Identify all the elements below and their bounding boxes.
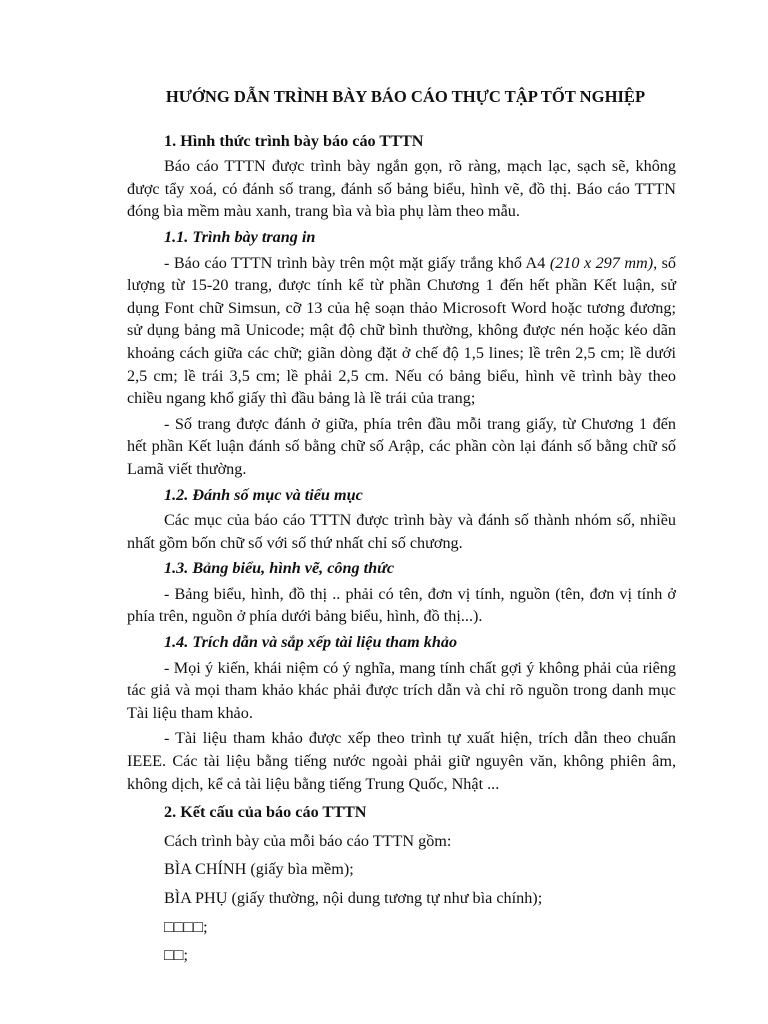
section-1-3-heading: 1.3. Bảng biểu, hình vẽ, công thức — [164, 559, 395, 578]
section-1-1-heading: 1.1. Trình bày trang in — [164, 227, 316, 246]
section-2-heading: 2. Kết cấu của báo cáo TTTN — [164, 803, 367, 822]
section-1-4-heading: 1.4. Trích dẫn và sắp xếp tài liệu tham khảo — [164, 633, 458, 652]
section-2-line: □□; — [164, 946, 189, 965]
section-2-line: BÌA CHÍNH (giấy bìa mềm); — [164, 860, 354, 879]
section-1-intro: Báo cáo TTTN được trình bày ngắn gọn, rõ ràng, mạch lạc, sạch sẽ, không được tẩy xoá, có đánh số trang, đánh số bảng biểu, hình vẽ, đồ thị. Báo cáo TTTN đóng bìa mềm màu xanh, trang bìa và bìa phụ làm theo mẫu. — [127, 157, 676, 221]
section-1-1-paragraph-1 — [127, 252, 676, 410]
section-1-4-paragraph-2: - Tài liệu tham khảo được xếp theo trình tự xuất hiện, trích dẫn theo chuẩn IEEE. Các tài liệu bằng tiếng nước ngoài phải giữ nguyên văn, không phiên âm, không dịch, kể cả tài liệu bằng tiếng Trung Quốc, Nhật ... — [127, 729, 676, 793]
section-1-3-paragraph-1: - Bảng biểu, hình, đồ thị .. phải có tên, đơn vị tính, nguồn (tên, đơn vị tính ở phía trên, nguồn ở phía dưới bảng biểu, hình, đồ thị...). — [127, 584, 676, 626]
section-2-line: BÌA PHỤ (giấy thường, nội dung tương tự như bìa chính); — [164, 889, 543, 907]
section-1-4-paragraph-1: - Mọi ý kiến, khái niệm có ý nghĩa, mang tính chất gợi ý không phải của riêng tác giả và mọi tham khảo khác phải được trích dẫn và chỉ rõ nguồn trong danh mục Tài liệu tham khảo. — [127, 658, 676, 722]
paragraph-text: - Báo cáo TTTN trình bày trên một mặt giấy trắng khổ A4 — [164, 253, 550, 272]
section-2-line: Cách trình bày của mỗi báo cáo TTTN gồm: — [164, 831, 452, 850]
section-1-2-heading: 1.2. Đánh số mục và tiểu mục — [164, 485, 363, 504]
document-title: HƯỚNG DẪN TRÌNH BÀY BÁO CÁO THỰC TẬP TỐT NGHIỆP — [165, 87, 646, 106]
section-1-2-paragraph-1: Các mục của báo cáo TTTN được trình bày và đánh số thành nhóm số, nhiều nhất gồm bốn chữ số với số thứ nhất chỉ số chương. — [127, 511, 676, 552]
section-1-1-paragraph-2: - Số trang được đánh ở giữa, phía trên đầu mỗi trang giấy, từ Chương 1 đến hết phần Kết luận đánh số bằng chữ số Arập, các phần còn lại đánh số bằng chữ số Lamã viết thường. — [127, 414, 676, 478]
section-1-heading: 1. Hình thức trình bày báo cáo TTTN — [164, 131, 424, 150]
paragraph-text: , số lượng từ 15-20 trang, được tính kể từ phần Chương 1 đến hết phần Kết luận, sử dụng Font chữ Simsun, cỡ 13 của hệ soạn thảo Microsoft Word hoặc tương đương; sử dụng bảng mã Unicode; mật độ chữ bình thường, không được nén hoặc kéo dãn khoảng cách giữa các chữ; giãn dòng đặt ở chế độ 1,5 lines; lề trên 2,5 cm; lề dưới 2,5 cm; lề trái 3,5 cm; lề phải 2,5 cm. Nếu có bảng biểu, hình vẽ trình bày theo chiều ngang khổ giấy thì đầu bảng là lề trái của trang; — [127, 253, 676, 408]
section-2-line: □□□□; — [164, 917, 208, 936]
paper-size-dimensions: (210 x 297 mm) — [549, 253, 654, 272]
